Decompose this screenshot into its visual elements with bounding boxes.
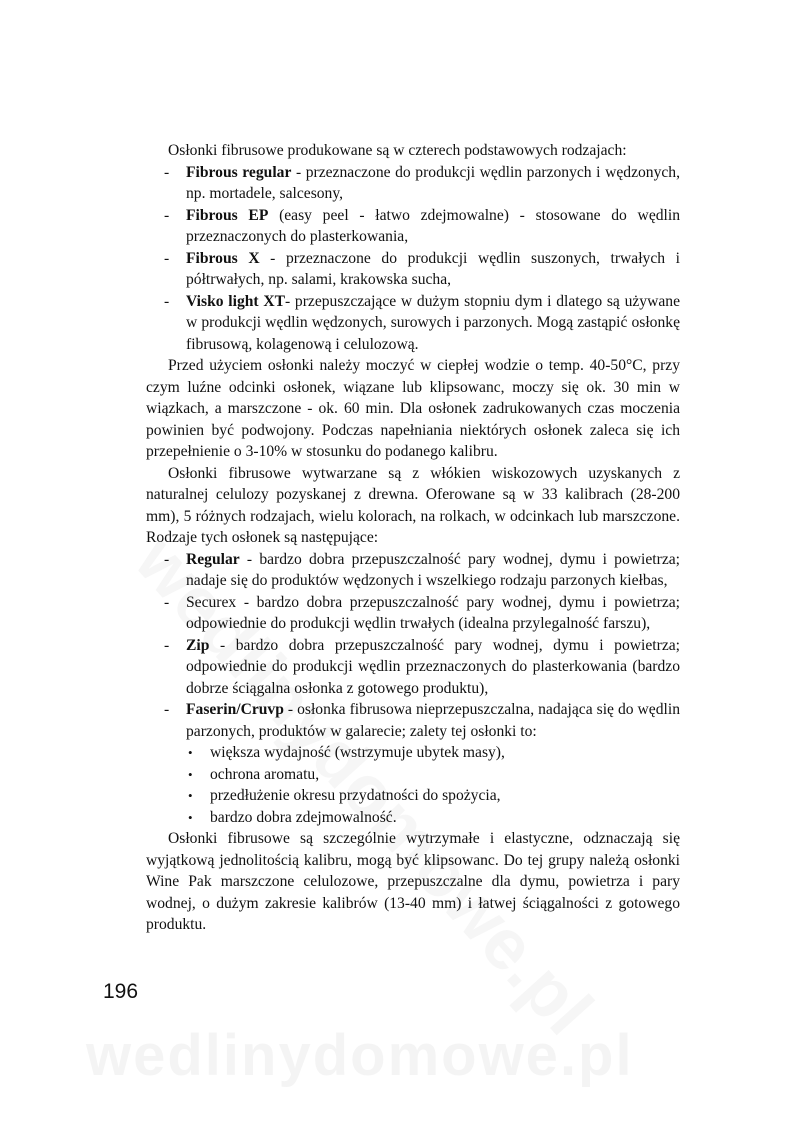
fibers-paragraph: Osłonki fibrusowe wytwarzane są z włókien wiskozowych uzyskanych z naturalnej celulozy pozyskanej z drewna. Oferowane są w 33 kalibrach (28-200 mm), 5 różnych rodzajach, wielu kolorach, na rolkach, w odcinkach lub marszczone. Rodzaje tych osłonek są następujące: xyxy=(146,464,680,546)
item-description: (easy peel - łatwo zdejmowalne) - stosowane do wędlin przeznaczonych do plasterkowania, xyxy=(186,206,680,245)
watermark-bottom xyxy=(86,1022,634,1089)
final-paragraph: Osłonki fibrusowe są szczególnie wytrzymałe i elastyczne, odznaczają się wyjątkową jednolitością kalibru, mogą być klipsowanc. Do tej grupy należą osłonki Wine Pak marszczone celulozowe, przepuszczalne dla dymu, powietrza i pary wodnej, o dużym zakresie kalibrów (13-40 mm) i łatwej ściągalności z gotowego produktu. xyxy=(146,830,680,933)
bullet-item: • bardzo dobra zdejmowalność. xyxy=(186,807,680,829)
item-description: - bardzo dobra przepuszczalność pary wodnej, dymu i powietrza; nadaje się do produktów wędzonych i wszelkiego rodzaju parzonych kiełbas, xyxy=(186,550,680,589)
bullet-item: • ochrona aromatu, xyxy=(186,764,680,786)
list-item xyxy=(146,592,680,635)
bullet-item: • przedłużenie okresu przydatności do spożycia, xyxy=(186,785,680,807)
list-item xyxy=(146,549,680,592)
list-item xyxy=(146,248,680,291)
fibrous-types-list xyxy=(146,162,680,356)
item-term: Regular xyxy=(186,550,240,568)
item-description: - bardzo dobra przepuszczalność pary wodnej, dymu i powietrza; odpowiednie do produkcji wędlin przeznaczonych do plasterkowania (bardzo dobrze ściągalna osłonka z gotowego produktu), xyxy=(186,636,680,697)
soaking-paragraph: Przed użyciem osłonki należy moczyć w ciepłej wodzie o temp. 40-50°C, przy czym luźne odcinki osłonek, wiązane lub klipsowanc, moczy się ok. 30 min w wiązkach, a marszczone - ok. 60 min. Dla osłonek zadrukowanych czas moczenia powinien być podwojony. Podczas napełniania niektórych osłonek zaleca się ich przepełnienie o 3-10% w stosunku do podanego kalibru. xyxy=(146,357,680,460)
item-term: Faserin/Cruvp xyxy=(186,701,284,718)
item-term: Zip xyxy=(186,636,210,654)
advantages-list xyxy=(186,742,680,828)
item-term: Visko light XT xyxy=(186,292,285,310)
casing-kinds-list xyxy=(146,549,680,829)
page-number: 196 xyxy=(103,980,139,1003)
item-term: Fibrous X xyxy=(186,249,260,267)
list-item xyxy=(146,635,680,700)
list-item xyxy=(146,162,680,205)
list-item xyxy=(146,205,680,248)
item-description: - przeznaczone do produkcji wędlin suszonych, trwałych i półtrwałych, np. salami, krakowska sucha, xyxy=(186,249,680,288)
item-description: - przeznaczone do produkcji wędlin parzonych i wędzonych, np. mortadele, salcesony, xyxy=(186,163,680,202)
item-description: - przepuszczające w dużym stopniu dym i dlatego są używane w produkcji wędlin wędzonych, surowych i parzonych. Mogą zastąpić osłonkę fibrusową, kolagenową i celulozową. xyxy=(186,292,680,353)
intro-paragraph: Osłonki fibrusowe produkowane są w czterech podstawowych rodzajach: xyxy=(168,142,627,159)
list-item xyxy=(146,291,680,356)
item-term: Fibrous EP xyxy=(186,206,269,224)
item-term: Fibrous regular xyxy=(186,163,292,181)
item-description: Securex - bardzo dobra przepuszczalność pary wodnej, dymu i powietrza; odpowiednie do produkcji wędlin trwałych (idealna przylegalność farszu), xyxy=(186,593,680,632)
item-description: - osłonka fibrusowa nieprzepuszczalna, nadająca się do wędlin parzonych, produktów w galarecie; zalety tej osłonki to: xyxy=(186,701,680,740)
bullet-item: • większa wydajność (wstrzymuje ubytek masy), xyxy=(186,742,680,764)
list-item xyxy=(146,699,680,828)
page-content xyxy=(146,140,680,936)
